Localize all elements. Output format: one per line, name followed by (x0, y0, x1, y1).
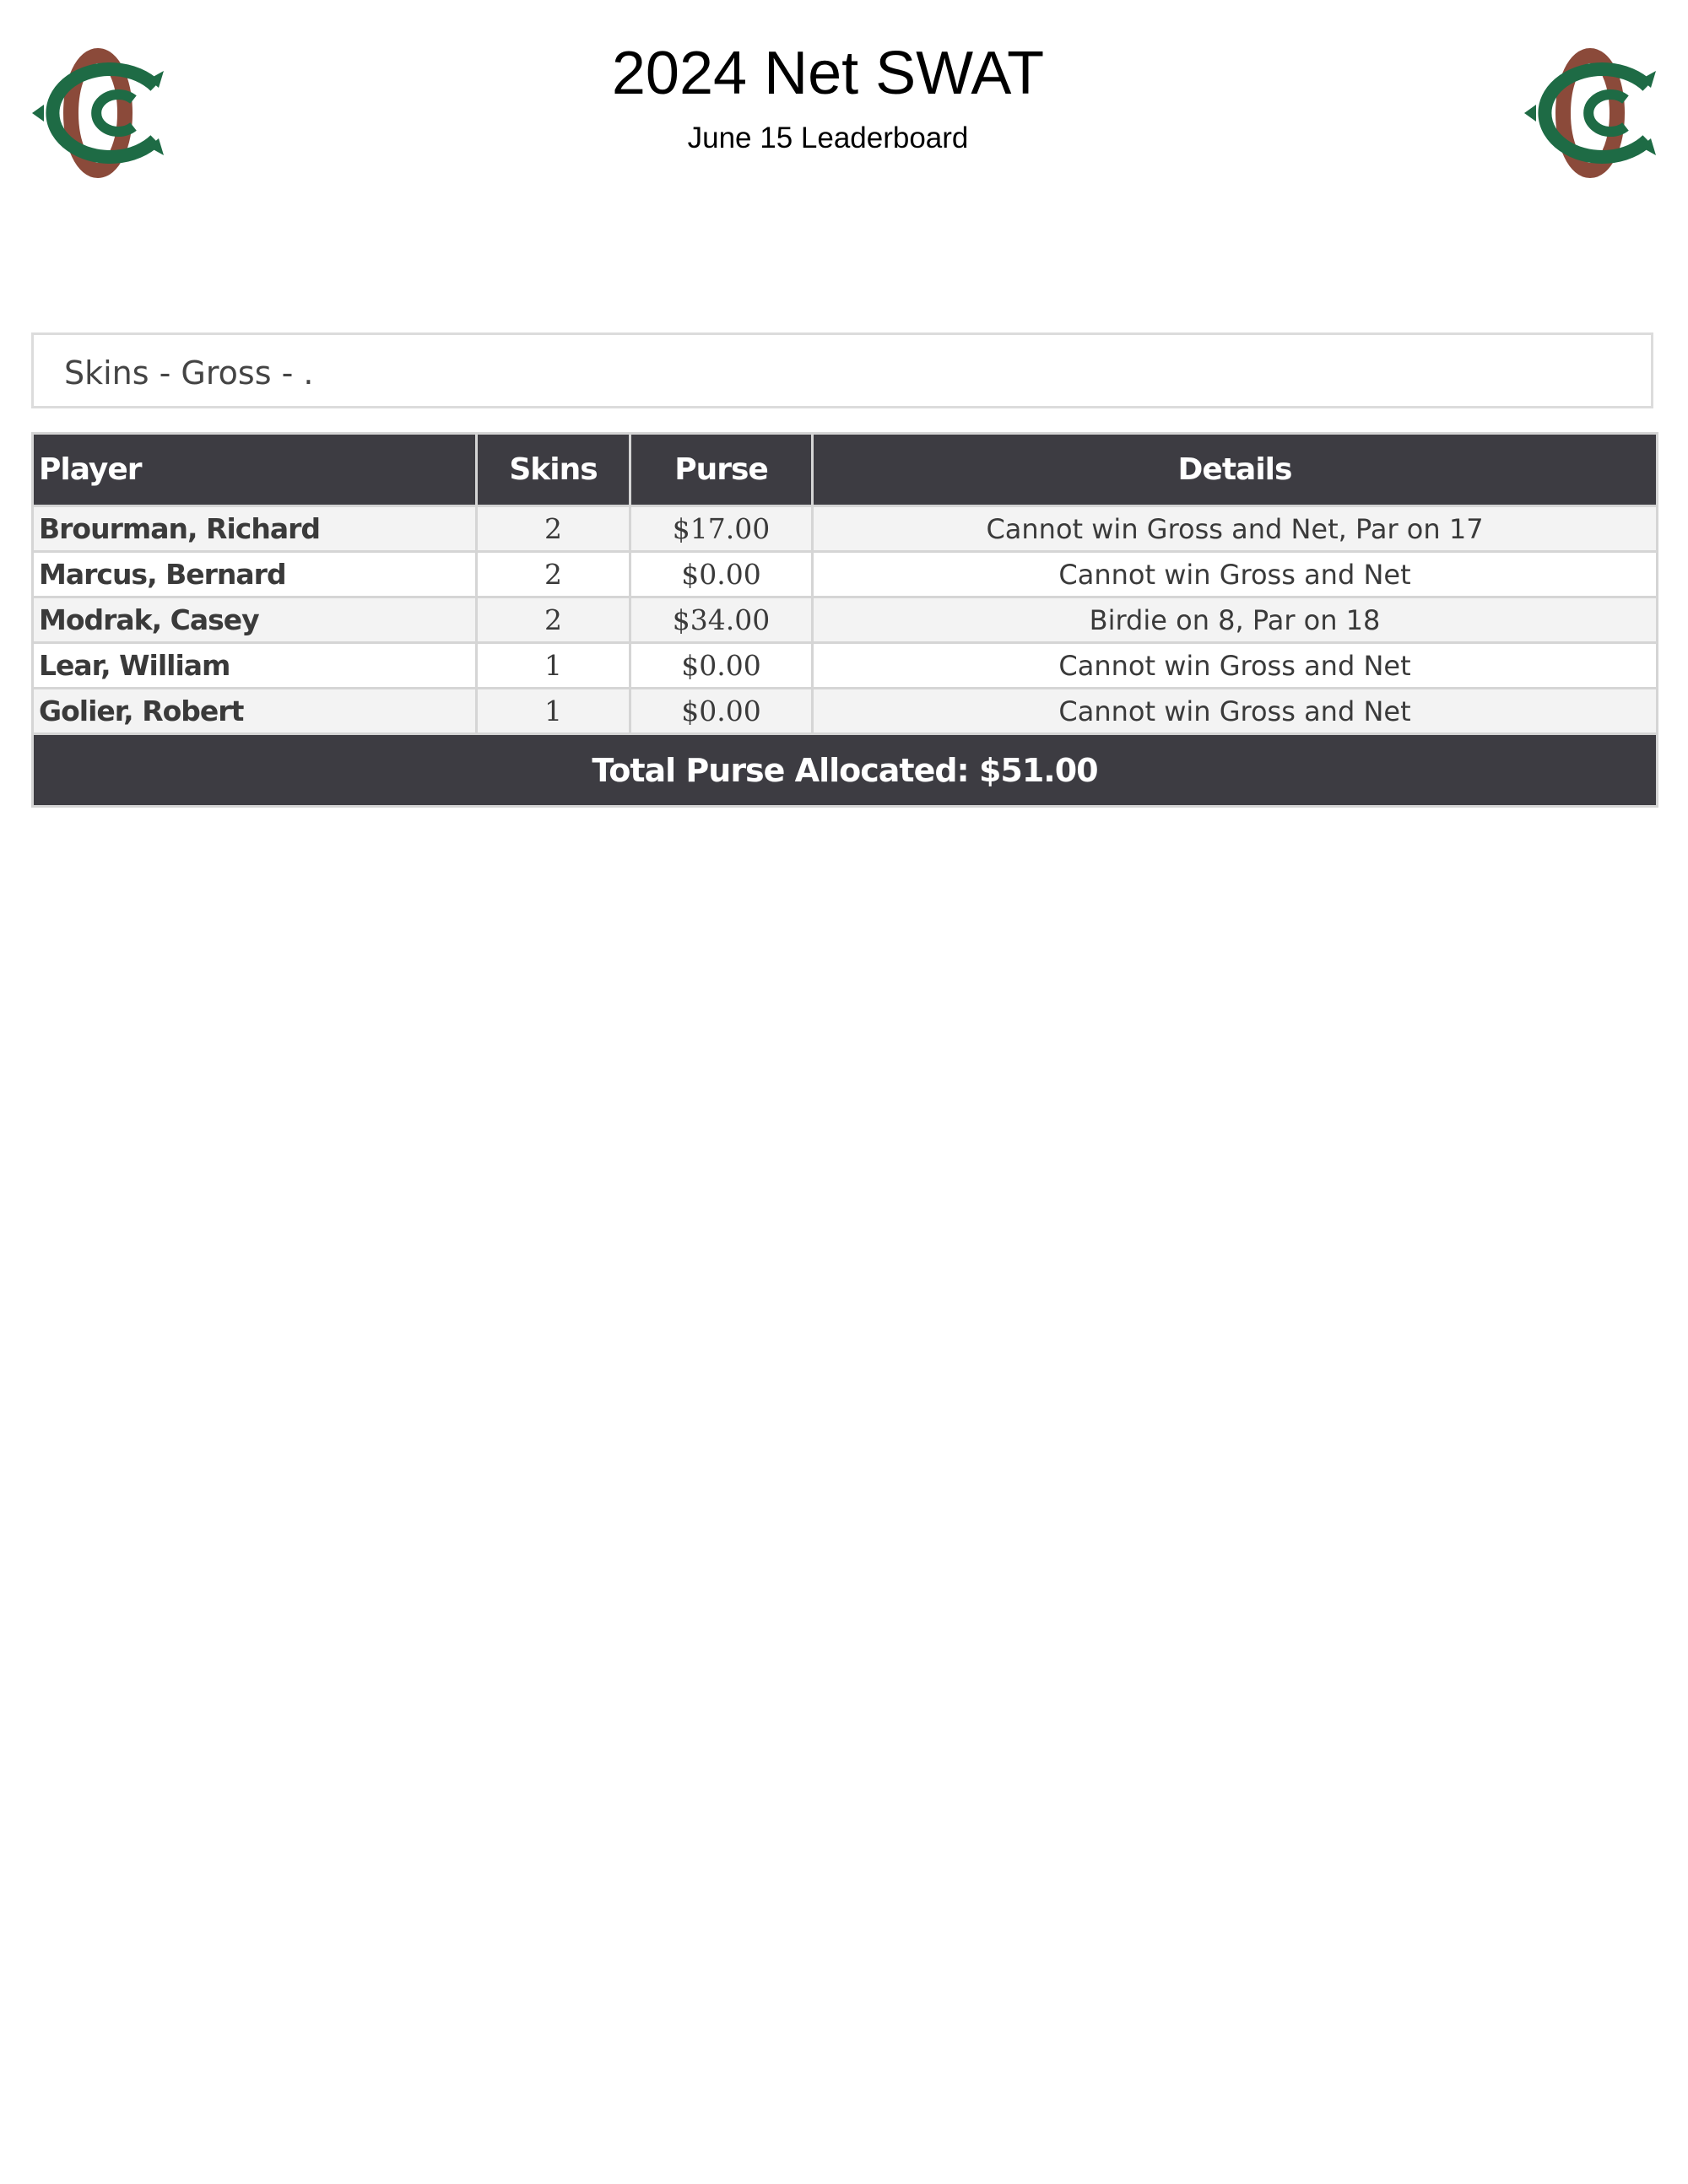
purse-cell: $34.00 (630, 597, 813, 643)
purse-cell: $0.00 (630, 643, 813, 689)
player-cell: Marcus, Bernard (33, 552, 477, 597)
table-row (33, 643, 1658, 689)
table-row (33, 506, 1658, 552)
total-purse-label: Total Purse Allocated: $51.00 (33, 734, 1658, 807)
details-cell: Cannot win Gross and Net, Par on 17 (813, 506, 1658, 552)
column-header-skins: Skins (477, 434, 630, 506)
player-cell: Golier, Robert (33, 689, 477, 734)
player-cell: Brourman, Richard (33, 506, 477, 552)
page-subtitle: June 15 Leaderboard (687, 122, 969, 154)
details-cell: Birdie on 8, Par on 18 (813, 597, 1658, 643)
table-row (33, 597, 1658, 643)
purse-cell: $17.00 (630, 506, 813, 552)
skins-cell: 2 (477, 552, 630, 597)
details-cell: Cannot win Gross and Net (813, 689, 1658, 734)
section-title: Skins - Gross - . (64, 354, 314, 392)
skins-table (31, 432, 1658, 808)
column-header-player: Player (33, 434, 477, 506)
skins-cell: 1 (477, 643, 630, 689)
table-footer-row (33, 734, 1658, 807)
page-title: 2024 Net SWAT (611, 40, 1045, 107)
details-cell: Cannot win Gross and Net (813, 552, 1658, 597)
skins-cell: 2 (477, 597, 630, 643)
section-header (31, 332, 1653, 408)
table-row (33, 689, 1658, 734)
details-cell: Cannot win Gross and Net (813, 643, 1658, 689)
table-header-row (33, 434, 1658, 506)
player-cell: Modrak, Casey (33, 597, 477, 643)
skins-cell: 1 (477, 689, 630, 734)
purse-cell: $0.00 (630, 552, 813, 597)
player-cell: Lear, William (33, 643, 477, 689)
purse-cell: $0.00 (630, 689, 813, 734)
skins-cell: 2 (477, 506, 630, 552)
column-header-details: Details (813, 434, 1658, 506)
table-row (33, 552, 1658, 597)
column-header-purse: Purse (630, 434, 813, 506)
